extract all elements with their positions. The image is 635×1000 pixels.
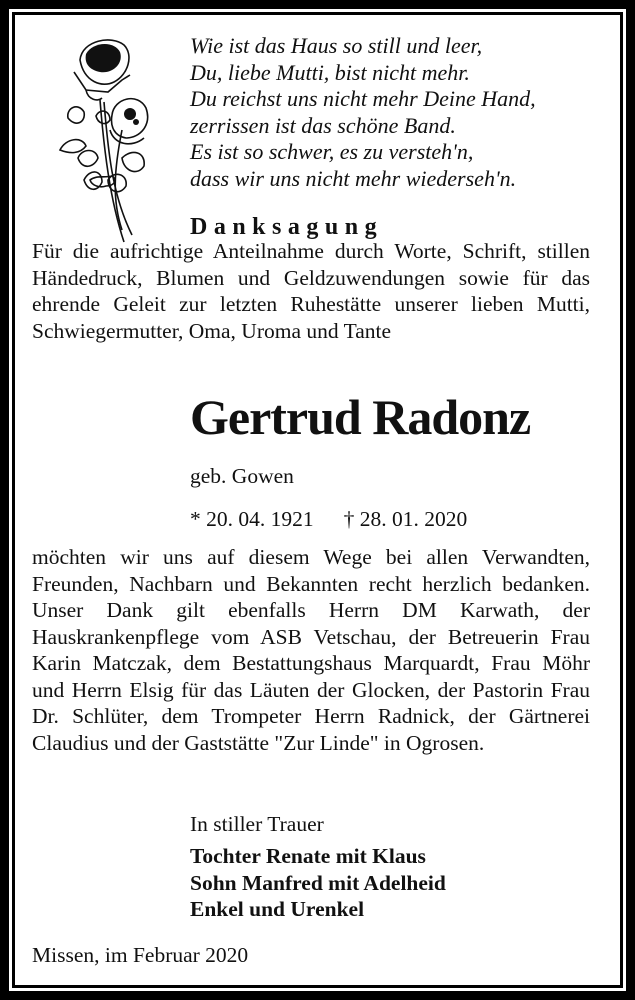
- mourning-label: In stiller Trauer: [190, 812, 324, 836]
- birth-name: geb. Gowen: [190, 464, 294, 488]
- intro-paragraph: Für die aufrichtige Anteilnahme durch Worte, Schrift, stillen Händedruck, Blumen und Geldzuwendungen sowie für das ehrende Geleit zur letzten Ruhestätte unserer lieben Mutti, Schwiegermutter, Oma, Uroma und Tante: [32, 239, 590, 343]
- poem-line: Du reichst uns nicht mehr Deine Hand,: [190, 86, 536, 111]
- family-member: Tochter Renate mit Klaus: [190, 844, 426, 868]
- poem-line: Wie ist das Haus so still und leer,: [190, 33, 483, 58]
- heading: Danksagung: [190, 214, 384, 240]
- family-list: [190, 843, 446, 923]
- birth-date: * 20. 04. 1921: [190, 507, 314, 531]
- poem-line: dass wir uns nicht mehr wiederseh'n.: [190, 165, 517, 191]
- poem: [190, 33, 536, 192]
- death-date: † 28. 01. 2020: [343, 507, 468, 531]
- family-member: Sohn Manfred mit Adelheid: [190, 870, 446, 895]
- life-dates: [190, 507, 467, 532]
- place-date: Missen, im Februar 2020: [32, 943, 249, 967]
- roses-bouquet-icon: [52, 30, 152, 245]
- poem-line: zerrissen ist das schöne Band.: [190, 112, 456, 138]
- thanks-paragraph: möchten wir uns auf diesem Wege bei allen Verwandten, Freunden, Nachbarn und Bekannten recht herzlich bedanken. Unser Dank gilt ebenfalls Herrn DM Karwath, der Hauskrankenpflege vom ASB Vetschau, der Betreuerin Frau Karin Matczak, dem Bestattungshaus Marquardt, Frau Möhr und Herrn Elsig für das Läuten der Glocken, der Pastorin Frau Dr. Schlüter, dem Trompeter Herrn Radnick, der Gärtnerei Claudius und der Gaststätte "Zur Linde" in Ogrosen.: [32, 545, 590, 755]
- poem-line: Du, liebe Mutti, bist nicht mehr.: [190, 59, 470, 85]
- poem-line: Es ist so schwer, es zu versteh'n,: [190, 139, 474, 164]
- family-member: Enkel und Urenkel: [190, 897, 365, 921]
- deceased-name: Gertrud Radonz: [190, 389, 531, 445]
